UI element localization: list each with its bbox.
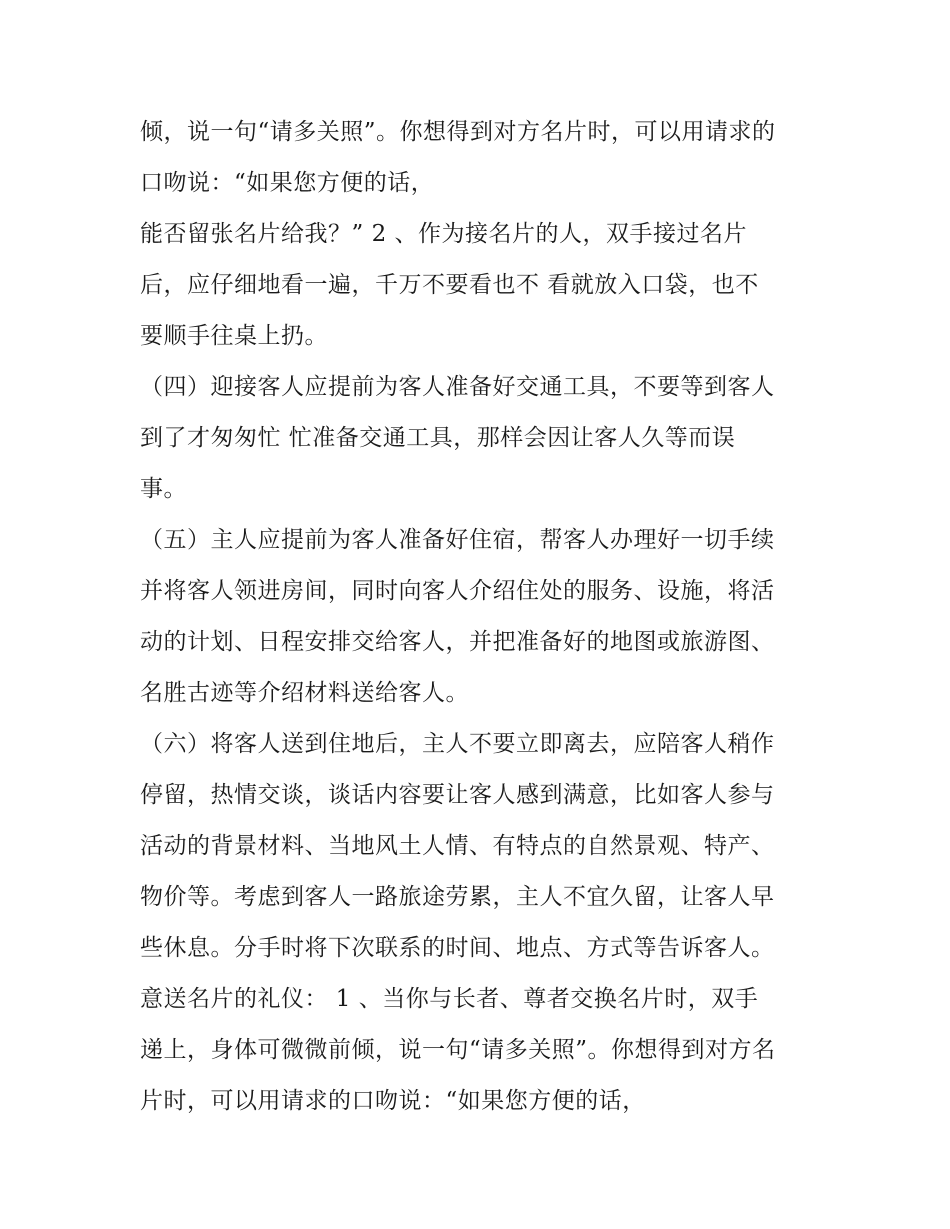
text-line-18: 意送名片的礼仪： 1 、当你与长者、尊者交换名片时，双手 [140, 986, 759, 1012]
text-line-8: 事。 [140, 476, 187, 502]
text-line-13: （六）将客人送到住地后，主人不要立即离去，应陪客人稍作 [140, 731, 775, 757]
text-line-6: （四）迎接客人应提前为客人准备好交通工具，不要等到客人 [140, 374, 775, 400]
text-line-10: 并将客人领进房间，同时向客人介绍住处的服务、设施，将活 [140, 578, 775, 604]
text-line-7: 到了才匆匆忙 忙准备交通工具，那样会因让客人久等而误 [140, 425, 736, 451]
text-line-11: 动的计划、日程安排交给客人，并把准备好的地图或旅游图、 [140, 629, 775, 655]
text-line-4: 后，应仔细地看一遍，千万不要看也不 看就放入口袋，也不 [140, 272, 759, 298]
document-body-text [140, 107, 830, 1127]
text-line-16: 物价等。考虑到客人一路旅途劳累，主人不宜久留，让客人早 [140, 884, 775, 910]
text-line-17: 些休息。分手时将下次联系的时间、地点、方式等告诉客人。 [140, 935, 775, 961]
text-line-12: 名胜古迹等介绍材料送给客人。 [140, 680, 469, 706]
text-line-1: 倾，说一句“请多关照”。你想得到对方名片时，可以用请求的 [140, 119, 776, 145]
text-line-20: 片时，可以用请求的口吻说：“如果您方便的话， [140, 1088, 646, 1114]
text-line-2: 口吻说：“如果您方便的话， [140, 170, 435, 196]
text-line-5: 要顺手往桌上扔。 [140, 323, 328, 349]
text-line-9: （五）主人应提前为客人准备好住宿，帮客人办理好一切手续 [140, 527, 775, 553]
text-line-14: 停留，热情交谈，谈话内容要让客人感到满意，比如客人参与 [140, 782, 775, 808]
text-line-15: 活动的背景材料、当地风土人情、有特点的自然景观、特产、 [140, 833, 775, 859]
text-line-19: 递上，身体可微微前倾，说一句“请多关照”。你想得到对方名 [140, 1037, 776, 1063]
text-line-3: 能否留张名片给我？” 2 、作为接名片的人，双手接过名片 [140, 221, 748, 247]
